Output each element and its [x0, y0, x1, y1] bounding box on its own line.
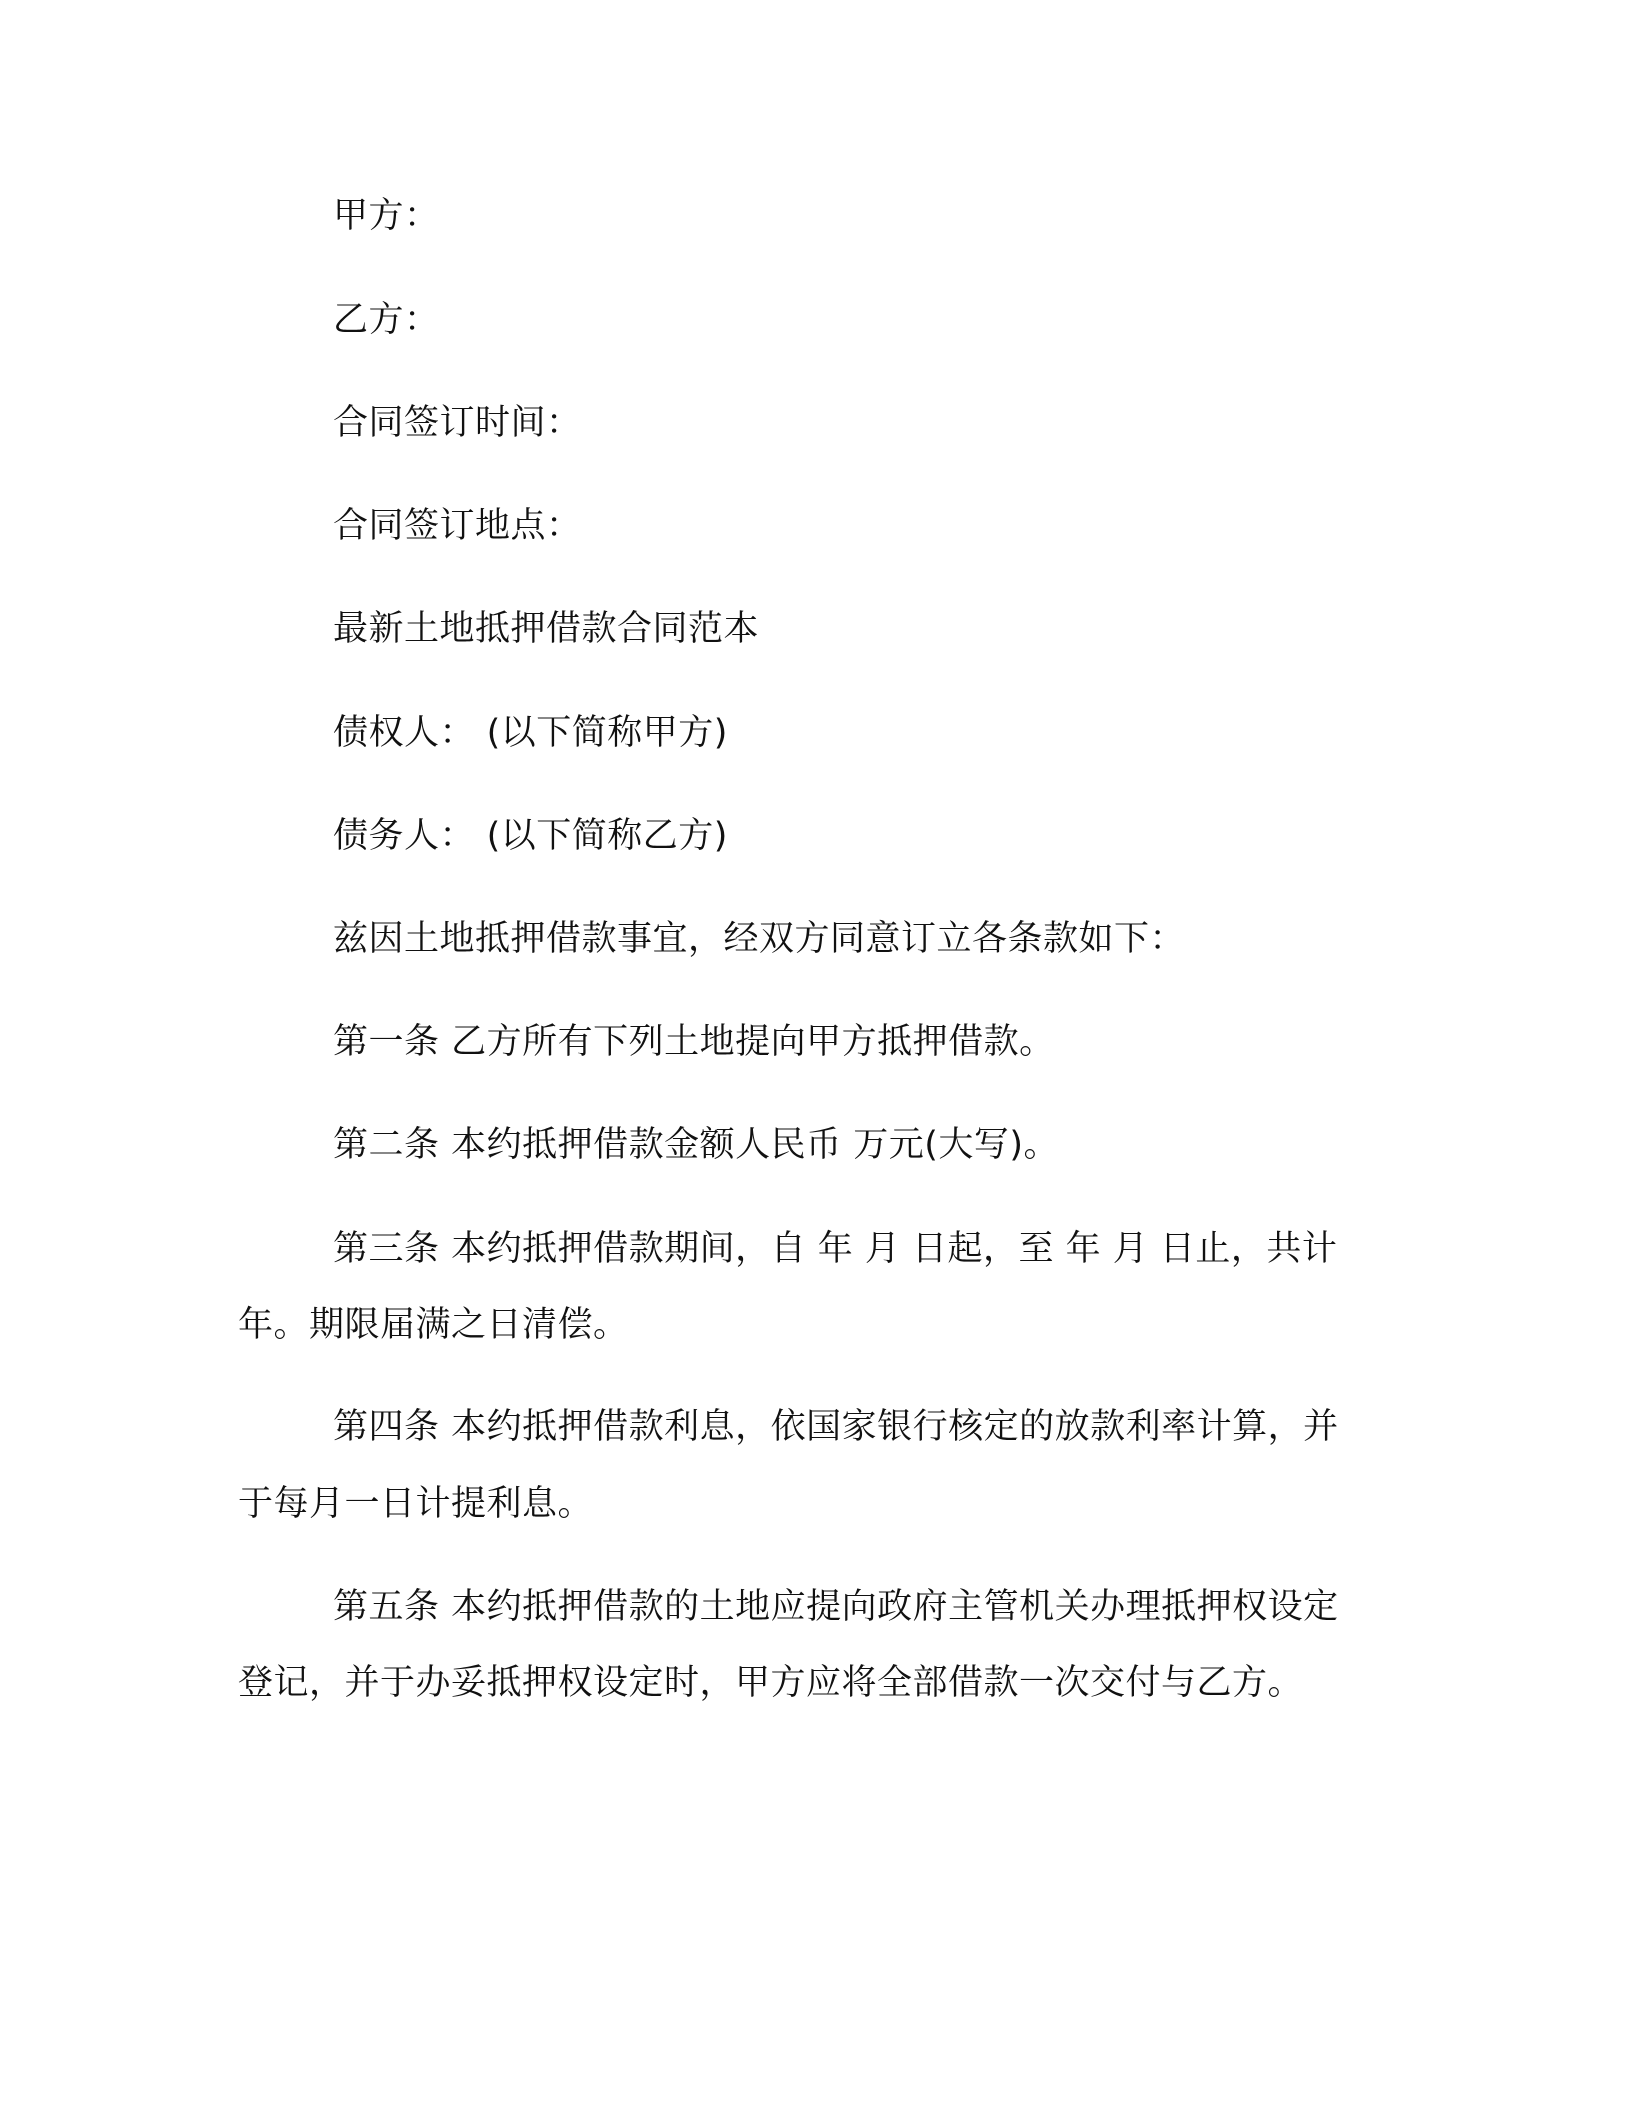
- article-4-line-1: 第四条 本约抵押借款利息，依国家银行核定的放款利率计算，并: [333, 1407, 1339, 1447]
- article-3-line-1: 第三条 本约抵押借款期间，自 年 月 日起，至 年 月 日止，共计: [333, 1229, 1338, 1269]
- sign-time-field: 合同签订时间：: [333, 403, 582, 443]
- intro-paragraph: 兹因土地抵押借款事宜，经双方同意订立各条款如下：: [333, 919, 1186, 959]
- document-title: 最新土地抵押借款合同范本: [333, 609, 760, 649]
- party-a-field: 甲方：: [333, 196, 440, 236]
- article-5-line-2: 登记，并于办妥抵押权设定时，甲方应将全部借款一次交付与乙方。: [238, 1663, 1304, 1703]
- party-b-field: 乙方：: [333, 300, 440, 340]
- debtor-line: 债务人： (以下简称乙方): [333, 816, 728, 856]
- article-4-line-2: 于每月一日计提利息。: [238, 1484, 594, 1524]
- article-3-line-2: 年。期限届满之日清偿。: [238, 1305, 629, 1345]
- sign-place-field: 合同签订地点：: [333, 506, 582, 546]
- article-5-line-1: 第五条 本约抵押借款的土地应提向政府主管机关办理抵押权设定: [333, 1587, 1339, 1627]
- article-2: 第二条 本约抵押借款金额人民币 万元(大写)。: [333, 1125, 1060, 1165]
- creditor-line: 债权人： (以下简称甲方): [333, 713, 728, 753]
- article-1: 第一条 乙方所有下列土地提向甲方抵押借款。: [333, 1022, 1055, 1062]
